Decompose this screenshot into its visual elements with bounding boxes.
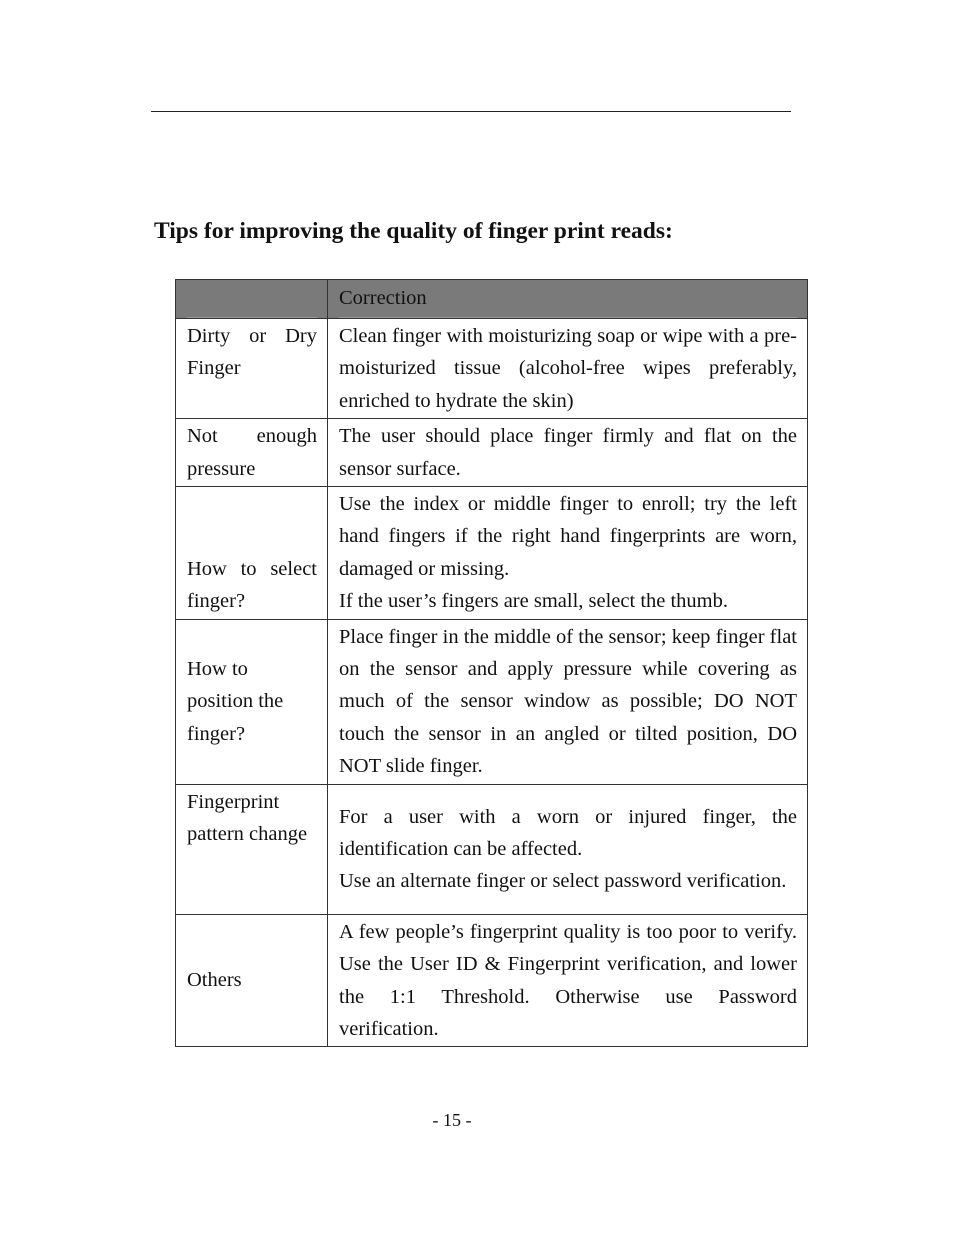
correction-cell (328, 784, 808, 914)
table-row (176, 419, 808, 487)
correction-cell (328, 619, 808, 784)
page-title: Tips for improving the quality of finger print reads: (154, 218, 673, 244)
table-row (176, 619, 808, 784)
condition-cell (176, 784, 328, 914)
header-correction-label: Correction (339, 282, 797, 317)
condition-cell (176, 487, 328, 620)
correction-text: Use the index or middle finger to enroll; try the left hand fingers if the right hand fingerprints are worn, damaged or missing. (339, 493, 797, 580)
correction-text: For a user with a worn or injured finger, the identification can be affected. (339, 805, 797, 860)
table-row (176, 914, 808, 1047)
condition-text: How to select finger? (187, 557, 317, 613)
correction-text: The user should place finger firmly and flat on the sensor surface. (339, 425, 797, 480)
correction-cell (328, 419, 808, 487)
correction-cell (328, 319, 808, 419)
correction-text: If the user’s fingers are small, select the thumb. (339, 590, 728, 613)
header-correction (328, 280, 808, 319)
header-condition (176, 280, 328, 319)
condition-cell: Others (176, 914, 328, 1047)
tips-table (175, 279, 808, 1047)
correction-text: Clean finger with moisturizing soap or wipe with a pre-moisturized tissue (alcohol-free wipes preferably, enriched to hydrate the skin) (339, 325, 797, 412)
table-header-row (176, 280, 808, 319)
correction-cell (328, 914, 808, 1047)
correction-text: A few people’s fingerprint quality is too poor to verify. Use the User ID & Fingerprint verification, and lower the 1:1 Threshold. Otherwise use Password verification. (339, 920, 797, 1040)
table-row (176, 319, 808, 419)
condition-cell: Dirty or Dry Finger (176, 319, 328, 419)
correction-text: Use an alternate finger or select password verification. (339, 870, 787, 893)
condition-text: How to position the finger? (187, 658, 284, 745)
correction-cell (328, 487, 808, 620)
condition-cell (176, 619, 328, 784)
header-rule (151, 111, 791, 112)
page-number: - 15 - (432, 1110, 472, 1130)
correction-text: Place finger in the middle of the sensor; keep finger flat on the sensor and apply pressure while covering as much of the sensor window as possible; DO NOT touch the sensor in an angled or tilted position, DO NOT slide finger. (339, 625, 797, 778)
table-row (176, 487, 808, 620)
condition-cell: Not enough pressure (176, 419, 328, 487)
table-row (176, 784, 808, 914)
condition-text: Fingerprint pattern change (187, 790, 308, 846)
